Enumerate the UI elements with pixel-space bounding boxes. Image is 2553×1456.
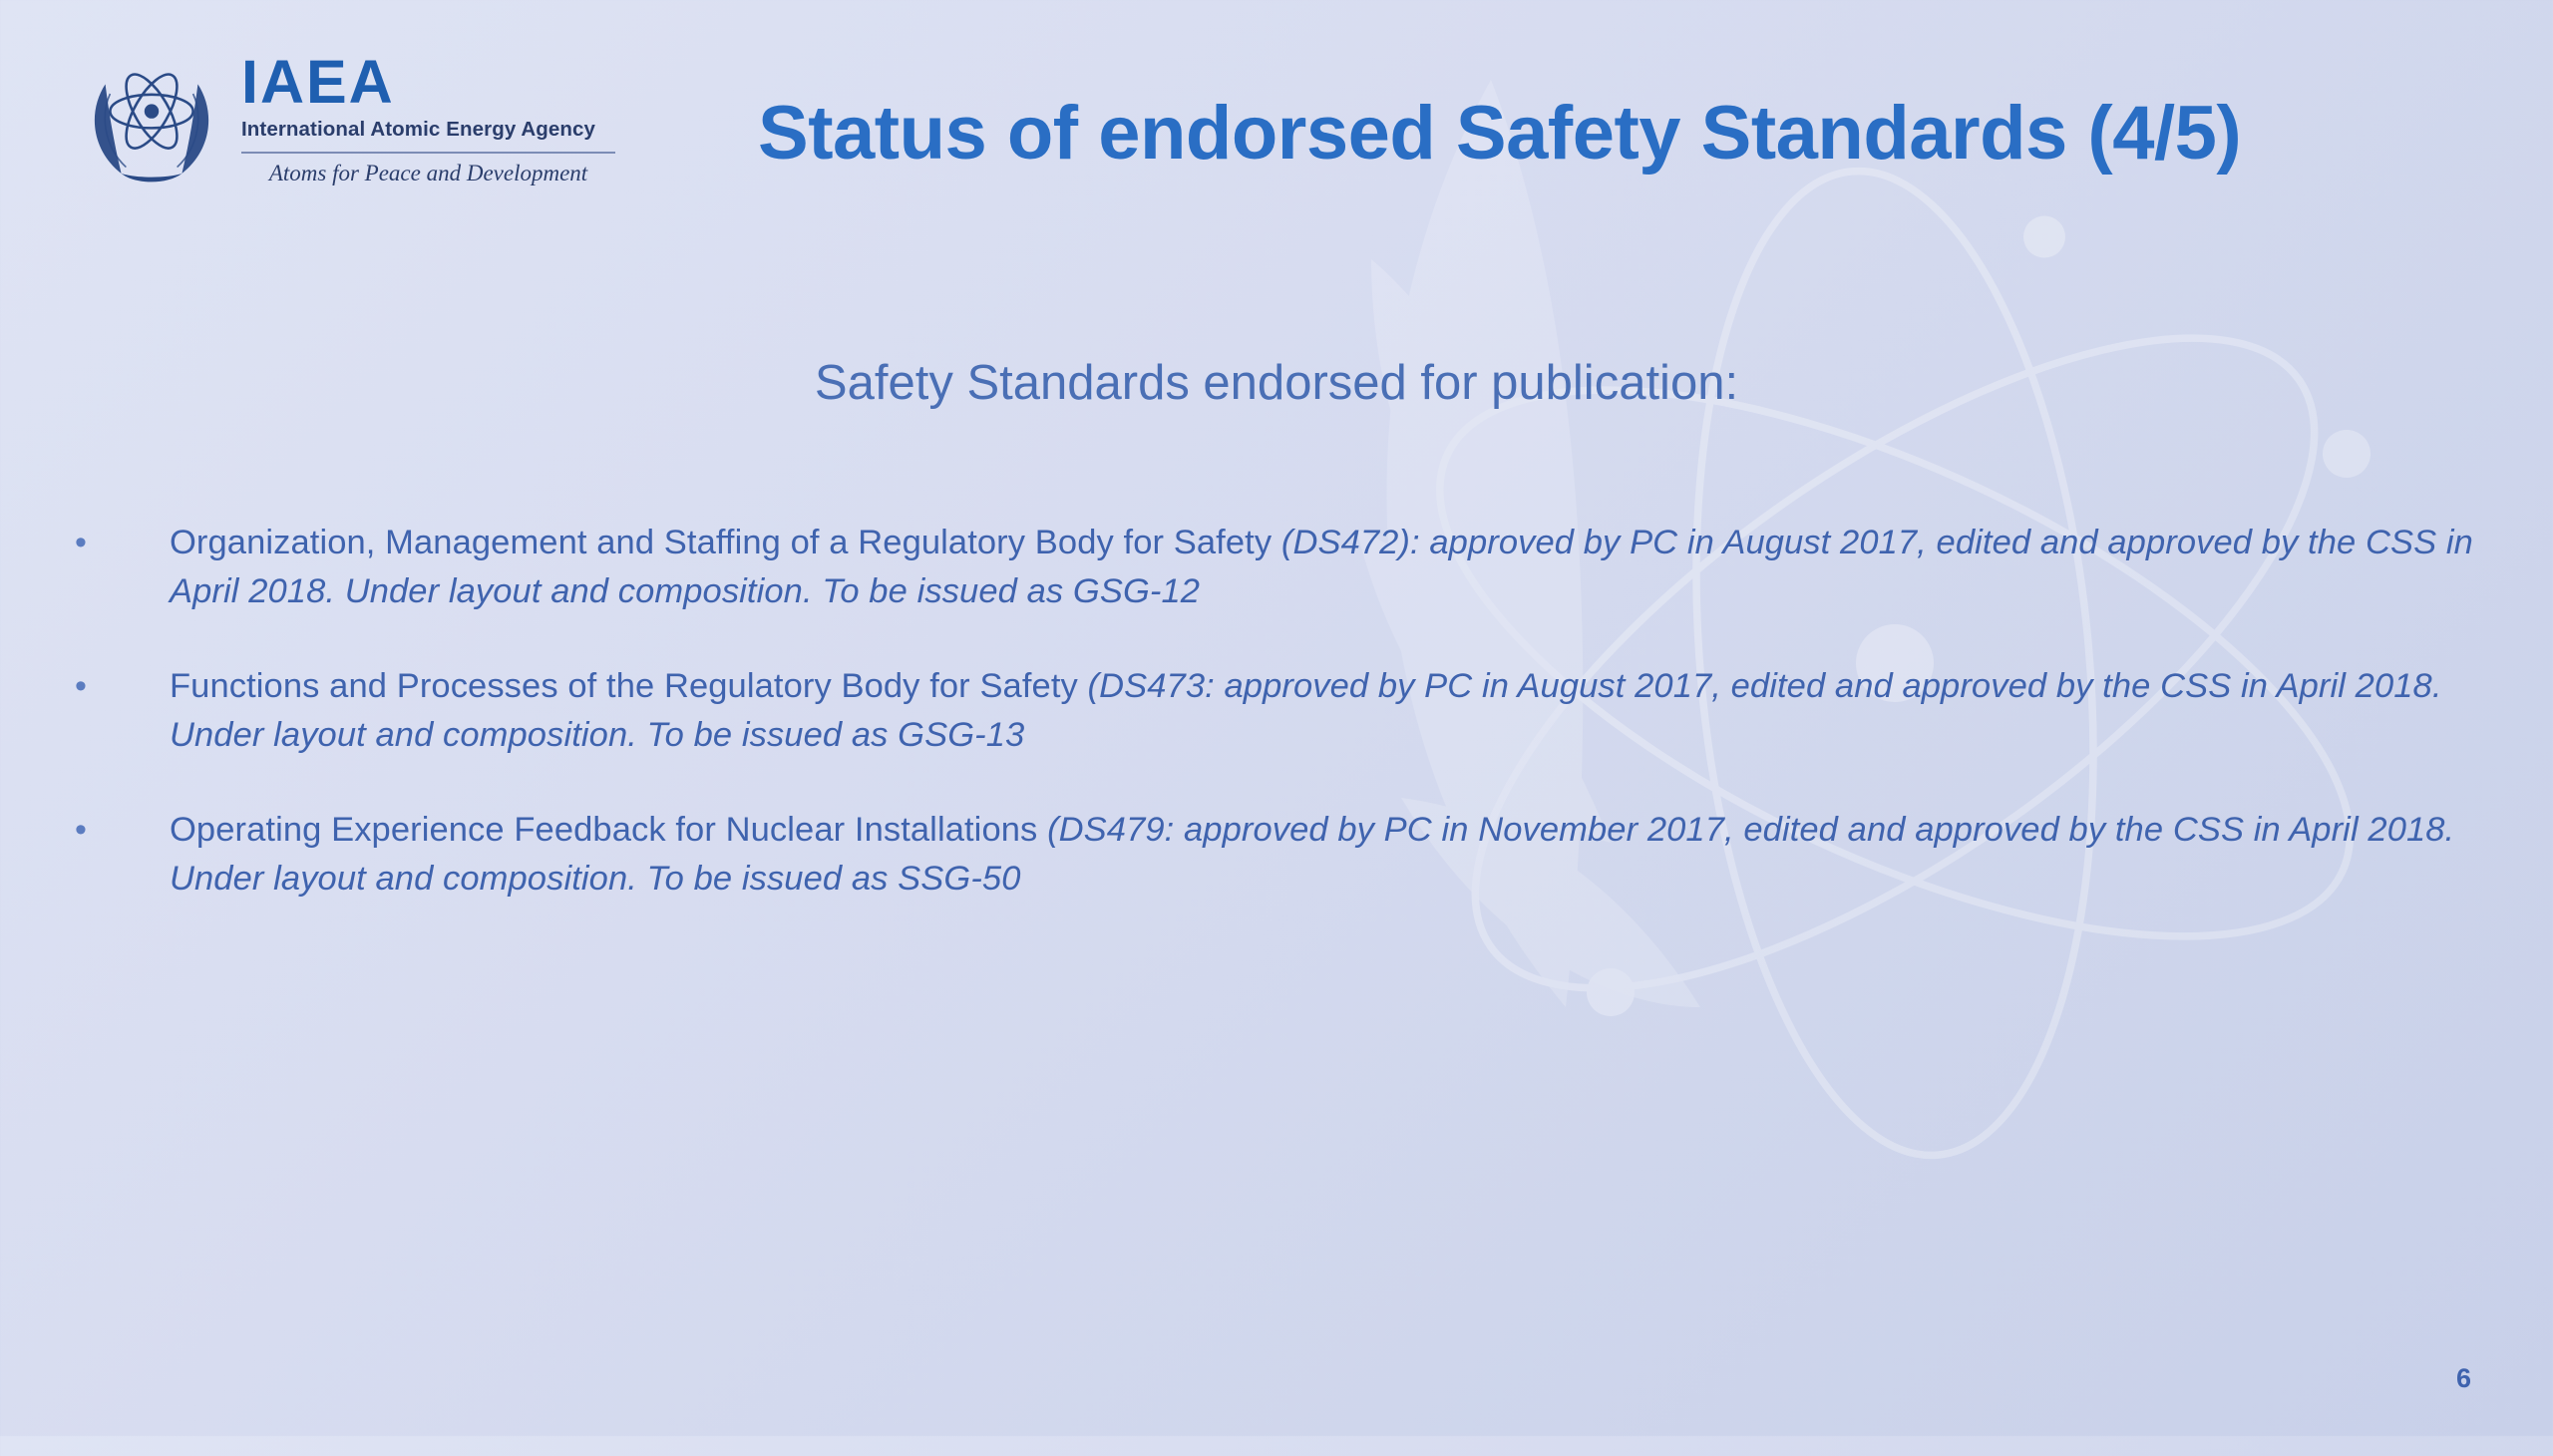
logo-tagline: Atoms for Peace and Development [268, 160, 588, 185]
list-item [60, 662, 2473, 760]
slide-subtitle: Safety Standards endorsed for publication: [814, 356, 1739, 410]
bullet-text [170, 519, 2473, 616]
logo-divider [241, 152, 615, 154]
page-number: 6 [2455, 1363, 2471, 1393]
bullet-list [60, 519, 2473, 949]
list-item [60, 806, 2473, 904]
bullet-marker-icon: • [75, 810, 87, 849]
list-item [60, 519, 2473, 616]
bullet-detail: (DS472): approved by PC in August 2017, edited and approved by the CSS in April 2018. Under layout and composition. To be issued as GSG-12 [170, 524, 2473, 610]
atom-laurel-icon [72, 38, 231, 197]
bullet-marker-icon: • [75, 524, 87, 561]
bullet-text [170, 806, 2473, 904]
bullet-lead: Functions and Processes of the Regulatory Body for Safety [170, 666, 1078, 705]
slide-title: Status of endorsed Safety Standards (4/5) [758, 91, 2242, 176]
bullet-marker-icon: • [75, 666, 87, 705]
bullet-text [170, 662, 2473, 760]
bullet-detail: (DS473: approved by PC in August 2017, edited and approved by the CSS in April 2018. Under layout and composition. To be issued as GSG-13 [170, 666, 2442, 754]
logo-acronym: IAEA [241, 48, 395, 116]
bullet-lead: Operating Experience Feedback for Nuclear Installations [170, 810, 1038, 849]
iaea-logo [72, 30, 690, 214]
bullet-lead: Organization, Management and Staffing of a Regulatory Body for Safety [170, 524, 1273, 561]
logo-organization-name: International Atomic Energy Agency [241, 118, 596, 141]
bullet-detail: (DS479: approved by PC in November 2017, edited and approved by the CSS in April 2018. Under layout and composition. To be issued as SSG-50 [170, 810, 2455, 898]
